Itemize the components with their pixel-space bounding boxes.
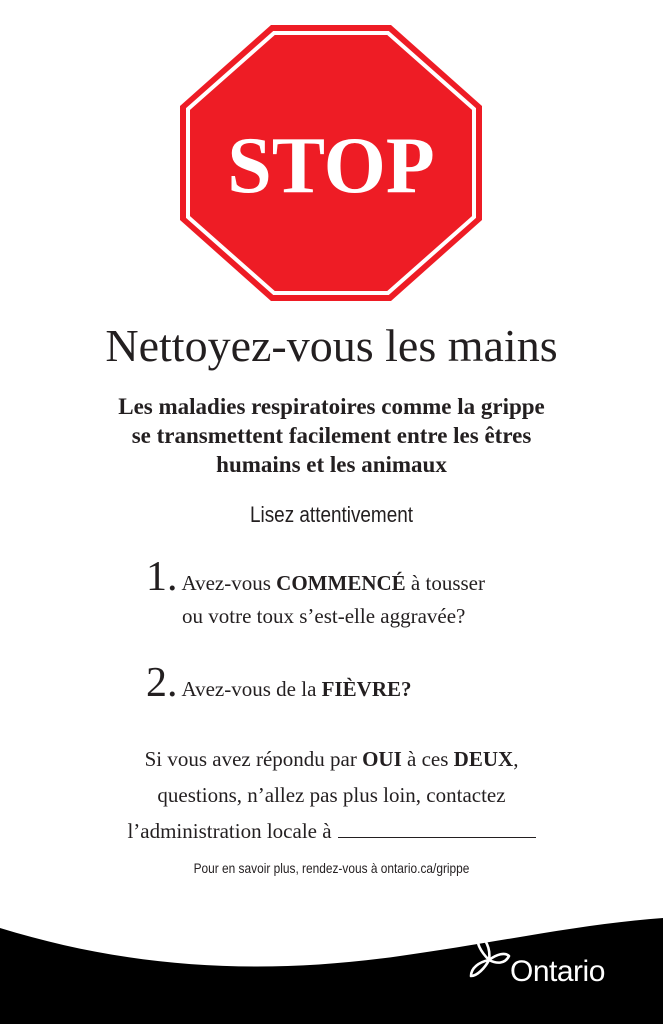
question-number: 1.	[146, 554, 178, 600]
subtitle	[40, 392, 623, 479]
trillium-icon	[467, 932, 511, 984]
subtitle-line-2: se transmettent facilement entre les êtres	[131, 423, 532, 448]
subtitle-line-3: humains et les animaux	[216, 452, 447, 477]
question-1-line-2: ou votre toux s’est-elle aggravée?	[182, 604, 466, 628]
question-2	[146, 662, 616, 704]
ontario-wordmark: Ontario	[510, 955, 605, 988]
blank-line	[338, 823, 536, 838]
question-text: Avez-vous COMMENCÉ à tousser	[181, 571, 485, 595]
question-1	[146, 556, 616, 598]
answer-line-2: questions, n’allez pas plus loin, contactez	[157, 783, 506, 807]
instruction: Lisez attentivement	[249, 502, 413, 527]
page-title: Nettoyez-vous les mains	[105, 320, 558, 371]
deux-emphasis: DEUX	[453, 747, 514, 771]
answer-line-1: Si vous avez répondu par OUI à ces DEUX,	[144, 747, 519, 771]
answer-instructions	[60, 741, 603, 849]
stop-sign	[180, 25, 482, 301]
question-text: Avez-vous de la FIÈVRE?	[181, 677, 412, 701]
question-number: 2.	[146, 660, 178, 706]
footnote: Pour en savoir plus, rendez-vous à ontario.ca/grippe	[193, 860, 470, 876]
question-emphasis: COMMENCÉ	[276, 571, 406, 595]
subtitle-line-1: Les maladies respiratoires comme la grippe	[118, 394, 545, 419]
oui-emphasis: OUI	[362, 747, 402, 771]
question-emphasis: FIÈVRE?	[321, 677, 412, 701]
stop-word: STOP	[227, 122, 435, 210]
answer-line-3: l’administration locale à	[60, 813, 603, 849]
